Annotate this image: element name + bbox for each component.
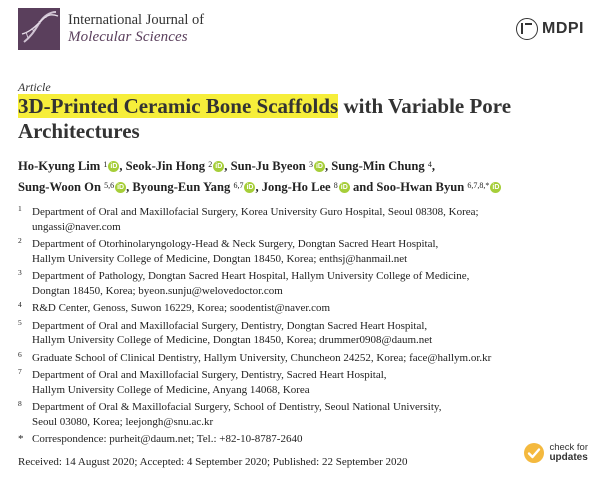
affiliation-item (18, 205, 588, 234)
author-affiliation-marker: 1 (103, 160, 108, 169)
mdpi-mark-icon (516, 18, 538, 40)
author-name: Byoung-Eun Yang (132, 180, 234, 194)
title-rest: with Variable Pore Architectures (18, 94, 512, 143)
affiliation-number: 6 (18, 349, 22, 359)
journal-name (68, 12, 204, 46)
affiliation-item (18, 269, 588, 298)
orcid-icon[interactable]: iD (340, 183, 348, 191)
check-badge-icon (523, 442, 545, 464)
affiliation-number: 8 (18, 399, 22, 408)
affiliation-text: Department of Oral and Maxillofacial Surgery, Korea University Guro Hospital, Seoul 08308, Korea; (32, 206, 479, 218)
orcid-icon[interactable]: iD (110, 162, 118, 170)
author-affiliation-marker: 3 (308, 160, 313, 169)
journal-name-line2: Molecular Sciences (68, 29, 188, 45)
orcid-icon[interactable]: iD (117, 183, 125, 191)
check-line1: check for (549, 442, 588, 453)
article-type: Article (18, 80, 51, 94)
affiliation-number: 7 (18, 367, 22, 376)
correspondence-mark: * (18, 433, 24, 445)
dna-helix-icon (18, 8, 60, 50)
affiliation-text: Dongtan 18450, Korea; byeon.sunju@welovedoctor.com (32, 284, 283, 297)
author-affiliation-marker: 2 (208, 160, 213, 169)
mdpi-logo (516, 18, 584, 40)
affiliation-text: Department of Oral and Maxillofacial Surgery, Dentistry, Sacred Heart Hospital, (32, 369, 387, 381)
affiliation-item (18, 319, 588, 348)
author-affiliation-marker: 8 (333, 181, 338, 190)
orcid-icon[interactable]: iD (315, 162, 323, 170)
author-name: Ho-Kyung Lim (18, 159, 104, 173)
author-name: Soo-Hwan Byun (376, 180, 468, 194)
author-affiliation-marker: 4 (427, 160, 432, 169)
orcid-icon[interactable]: iD (492, 183, 500, 191)
author-separator: , (324, 159, 332, 173)
affiliation-text: Department of Otorhinolaryngology-Head & Neck Surgery, Dongtan Sacred Heart Hospital, (32, 238, 439, 250)
article-title (18, 94, 578, 144)
orcid-icon[interactable]: iD (215, 162, 223, 170)
title-highlight: 3D-Printed Ceramic Bone Scaffolds (18, 94, 339, 118)
affiliation-text: Graduate School of Clinical Dentistry, Hallym University, Chuncheon 24252, Korea; face@hallym.or.kr (32, 351, 492, 364)
affiliation-item (18, 368, 588, 397)
orcid-icon[interactable]: iD (246, 183, 254, 191)
author-list (18, 156, 588, 198)
author-separator: , (119, 159, 126, 173)
affiliation-item (18, 301, 588, 316)
affiliation-number: 5 (18, 317, 22, 327)
author-name: Sung-Min Chung (331, 159, 428, 173)
author-name: Seok-Jin Hong (125, 159, 209, 173)
affiliation-text: Department of Oral and Maxillofacial Surgery, Dentistry, Dongtan Sacred Heart Hospital, (32, 319, 428, 332)
affiliation-number: 2 (18, 236, 22, 245)
correspondence (18, 432, 588, 447)
affiliation-item (18, 351, 588, 366)
affiliation-text: R&D Center, Genoss, Suwon 16229, Korea; soodentist@naver.com (32, 302, 331, 314)
author-separator: , (224, 159, 231, 173)
affiliation-number: 4 (18, 300, 22, 309)
author-name: Jong-Ho Lee (261, 180, 334, 194)
affiliation-text: ungassi@naver.com (32, 220, 121, 233)
affiliation-item (18, 237, 588, 266)
author-affiliation-marker: 6,7 (233, 181, 244, 190)
affiliation-text: Hallym University College of Medicine, Anyang 14068, Korea (32, 383, 310, 396)
journal-name-line1: International Journal of (68, 12, 205, 28)
affiliation-text: Department of Oral & Maxillofacial Surgery, School of Dentistry, Seoul National University, (32, 401, 442, 413)
check-line2: updates (549, 452, 588, 463)
author-name: Sun-Ju Byeon (230, 159, 309, 173)
author-name: Sung-Woon On (18, 180, 105, 194)
affiliation-item (18, 400, 588, 429)
author-separator: , (126, 180, 133, 194)
check-for-updates-badge[interactable] (523, 442, 588, 464)
author-affiliation-marker: 6,7,8,* (467, 181, 490, 190)
affiliation-number: 1 (18, 204, 22, 213)
author-affiliation-marker: 5,6 (104, 181, 115, 190)
affiliation-text: Hallym University College of Medicine, Dongtan 18450, Korea; drummer0908@daum.net (32, 334, 433, 346)
affiliation-list (18, 205, 588, 450)
author-separator: , (255, 180, 262, 194)
affiliation-text: Department of Pathology, Dongtan Sacred Heart Hospital, Hallym University College of Medicine, (32, 270, 470, 282)
correspondence-text: Correspondence: purheit@daum.net; Tel.: +82-10-8787-2640 (32, 433, 303, 445)
publication-dates: Received: 14 August 2020; Accepted: 4 September 2020; Published: 22 September 2020 (18, 456, 408, 468)
check-for-updates-text (549, 443, 588, 463)
author-connector: and (352, 180, 377, 194)
mdpi-logo-text: MDPI (542, 20, 584, 37)
author-separator: , (431, 159, 436, 173)
affiliation-text: Hallym University College of Medicine, Dongtan 18450, Korea; enthsj@hanmail.net (32, 252, 408, 265)
affiliation-number: 3 (18, 268, 22, 277)
affiliation-text: Seoul 03080, Korea; leejongh@snu.ac.kr (32, 415, 214, 428)
